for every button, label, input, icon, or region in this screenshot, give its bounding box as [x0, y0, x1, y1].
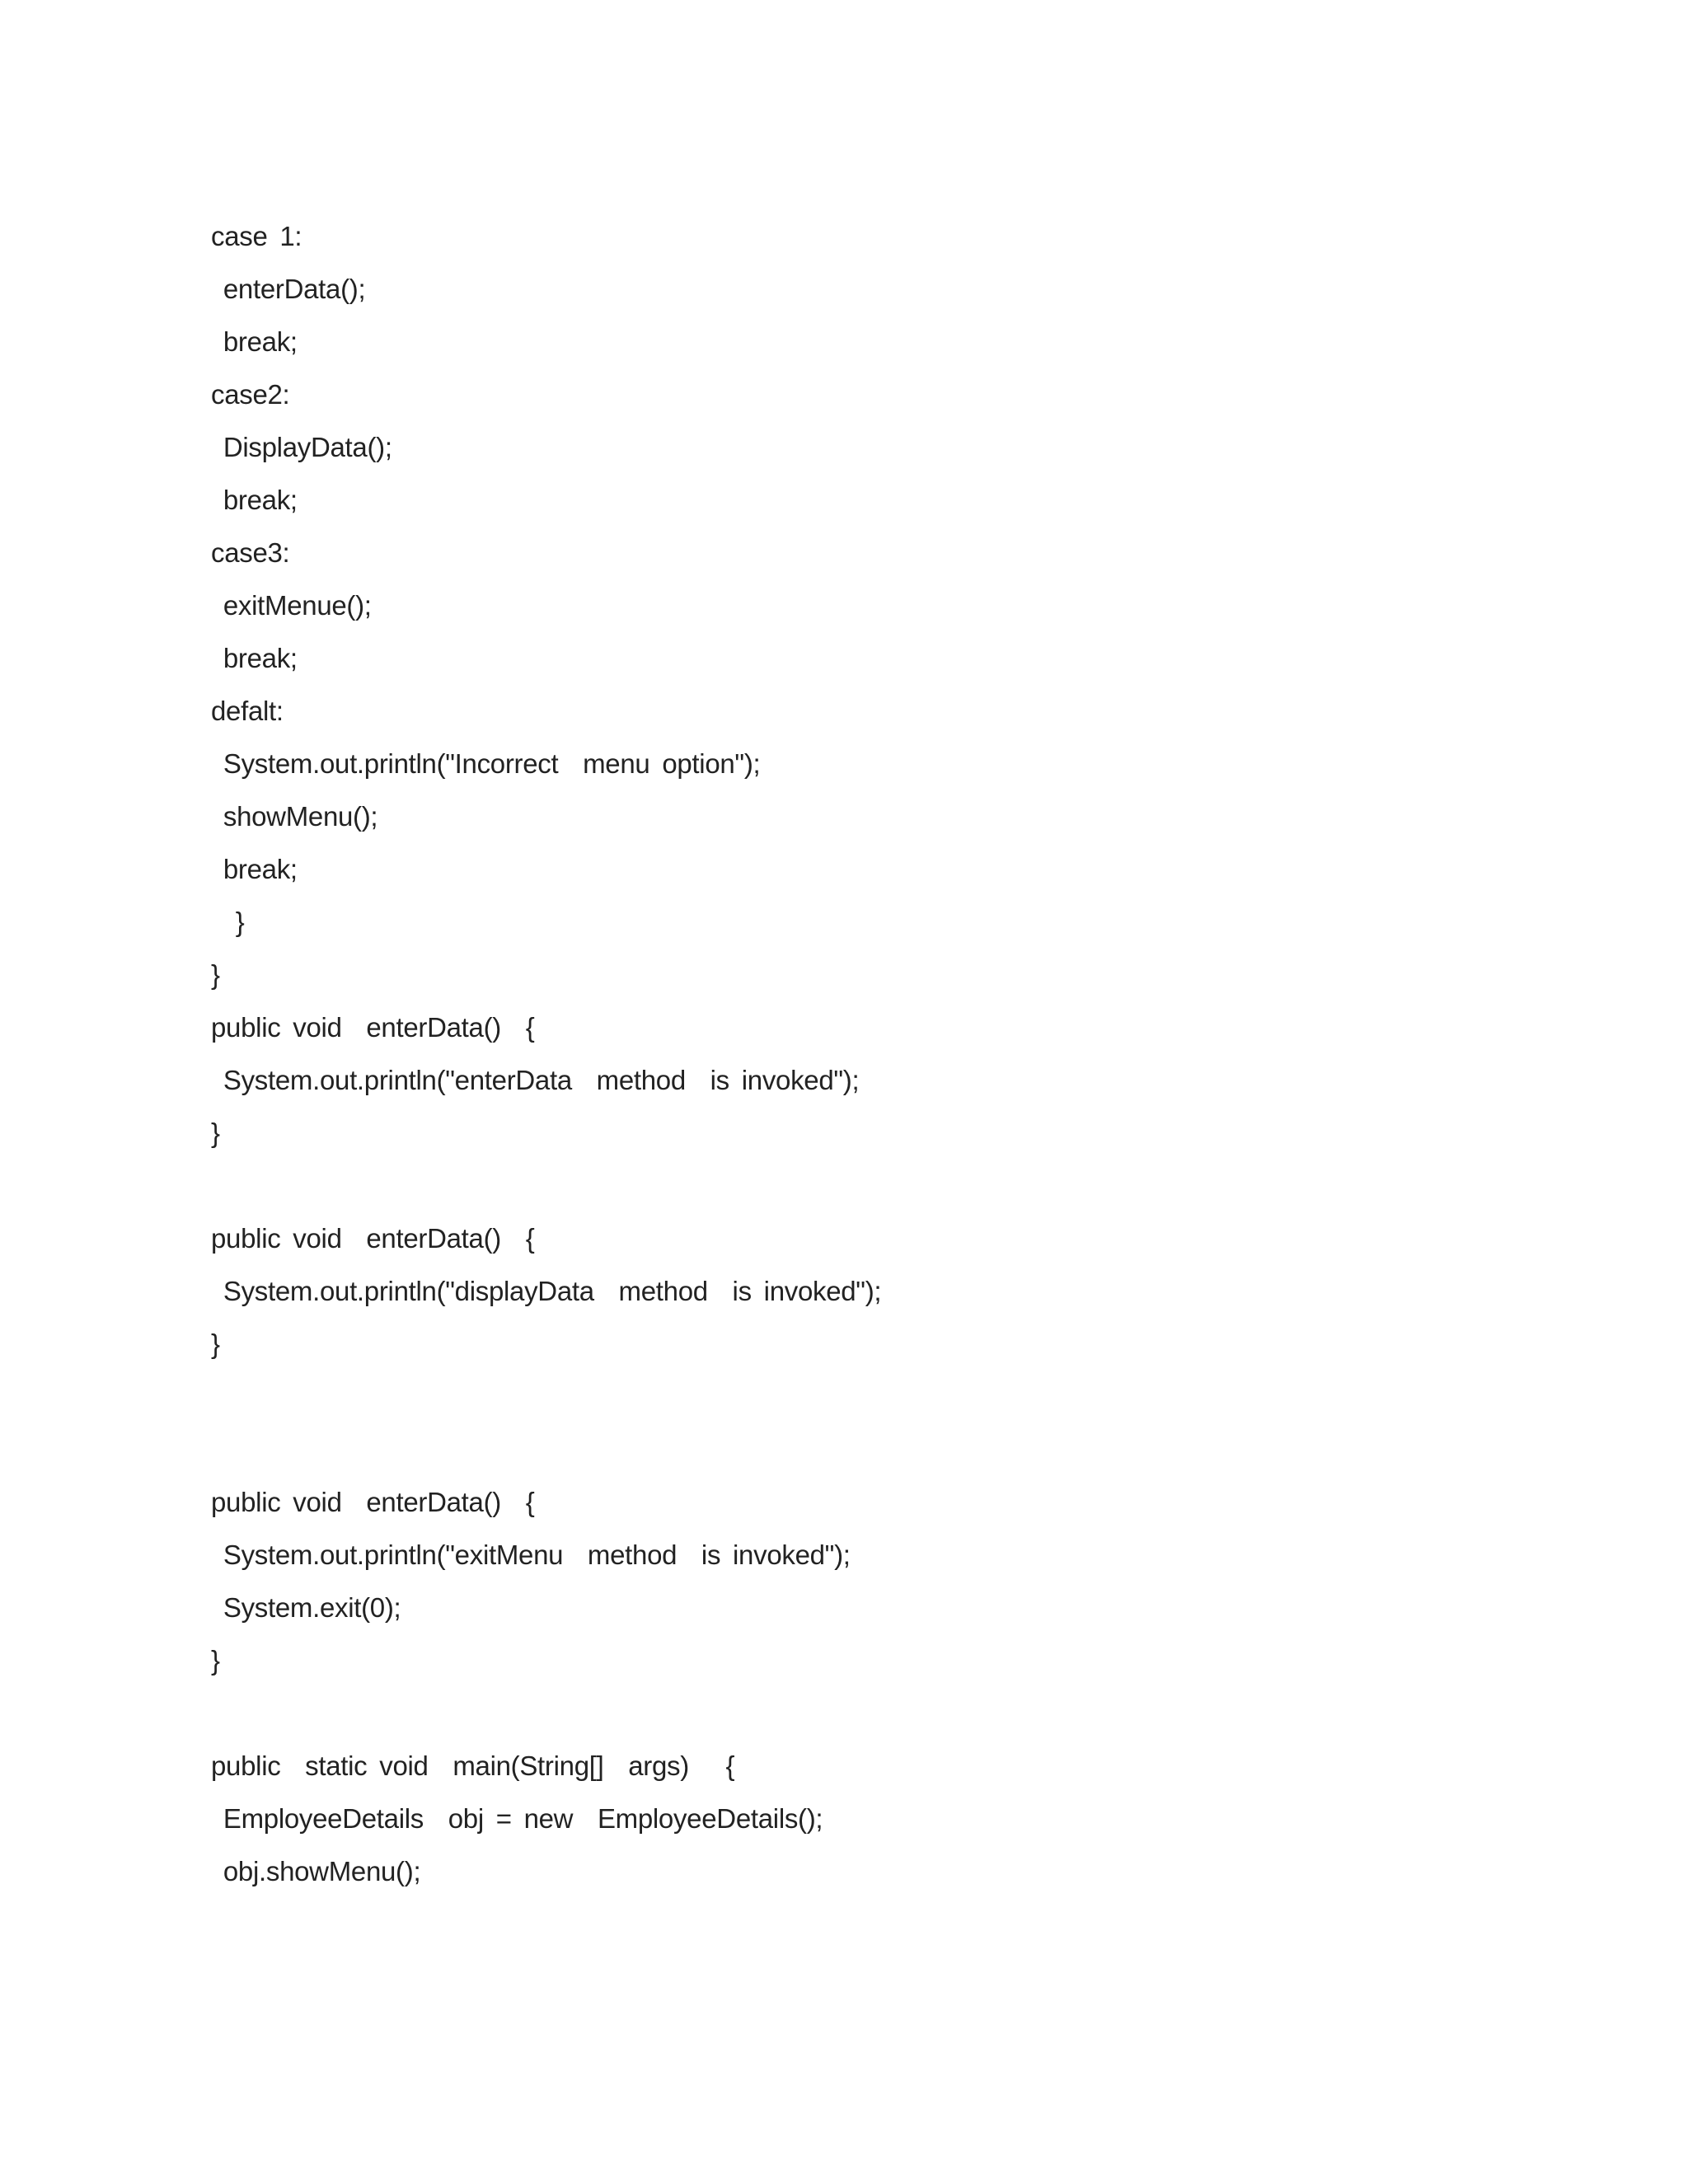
code-line: } — [211, 1118, 220, 1148]
code-line: break; — [211, 854, 298, 884]
code-line: System.out.println("displayData method is invoked"); — [211, 1276, 882, 1306]
blank-line — [211, 1687, 1530, 1740]
code-line: public static void main(String[] args) { — [211, 1750, 735, 1781]
code-line: } — [211, 1329, 220, 1359]
code-line: exitMenue(); — [211, 590, 372, 621]
code-line: System.exit(0); — [211, 1592, 401, 1623]
code-line: EmployeeDetails obj = new EmployeeDetails(); — [211, 1803, 823, 1834]
code-line: case 1: — [211, 221, 302, 251]
code-line: break; — [211, 326, 298, 357]
code-line: } — [211, 907, 245, 937]
blank-line — [211, 1160, 1530, 1212]
code-line: showMenu(); — [211, 801, 378, 832]
code-line: System.out.println("enterData method is invoked"); — [211, 1065, 860, 1095]
blank-line — [211, 1371, 1530, 1423]
code-line: defalt: — [211, 696, 284, 726]
code-line: case2: — [211, 379, 290, 410]
code-line: } — [211, 1645, 220, 1675]
code-line: case3: — [211, 537, 290, 568]
code-line: break; — [211, 485, 298, 515]
code-line: System.out.println("Incorrect menu option"); — [211, 748, 761, 779]
code-line: enterData(); — [211, 274, 366, 304]
code-line: DisplayData(); — [211, 432, 392, 462]
blank-line — [211, 1423, 1530, 1476]
code-listing — [211, 210, 1530, 1898]
code-line: obj.showMenu(); — [211, 1856, 421, 1886]
code-line: public void enterData() { — [211, 1012, 535, 1043]
code-line: break; — [211, 643, 298, 673]
code-line: } — [211, 959, 220, 990]
code-line: public void enterData() { — [211, 1487, 535, 1517]
code-line: public void enterData() { — [211, 1223, 535, 1254]
code-line: System.out.println("exitMenu method is invoked"); — [211, 1540, 851, 1570]
